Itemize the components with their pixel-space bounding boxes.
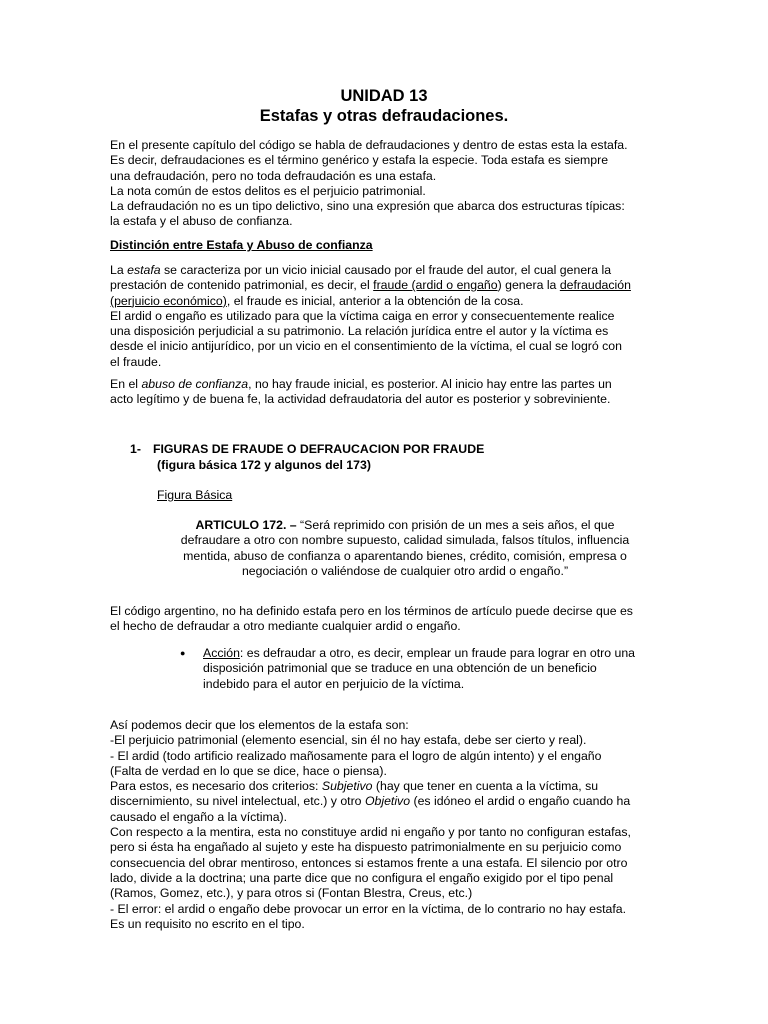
text-line: causado el engaño a la víctima). xyxy=(110,809,288,824)
text-line: -El perjuicio patrimonial (elemento esencial, sin él no hay estafa, debe ser cierto y real). xyxy=(110,733,587,748)
text-fragment: “Será reprimido con prisión de un mes a seis años, el que xyxy=(296,518,615,532)
distincion-heading: Distinción entre Estafa y Abuso de confianza xyxy=(110,238,373,252)
text-line: desde el inicio antijurídico, por un vicio en el consentimiento de la víctima, el cual se logró con xyxy=(110,339,622,354)
underlined-defraudacion: defraudación xyxy=(559,278,631,293)
text-line: una disposición perjudicial a su patrimonio. La relación jurídica entre el autor y la víctima es xyxy=(110,324,609,339)
estafa-paragraph xyxy=(110,263,670,370)
text-line: pero si ésta ha engañado al sujeto y este ha dispuesto patrimonialmente en su perjuicio como xyxy=(110,840,622,855)
accion-text xyxy=(203,646,643,692)
text-line: El código argentino, no ha definido estafa pero en los términos de artículo puede decirse que es xyxy=(110,604,633,618)
text-line xyxy=(110,794,670,809)
text-line xyxy=(160,518,650,533)
text-fragment: En el xyxy=(110,377,142,391)
text-line: mentida, abuso de confianza o aparentando bienes, crédito, comisión, empresa o xyxy=(183,548,627,563)
articulo-label: ARTICULO 172. – xyxy=(195,518,297,532)
text-line: En el presente capítulo del código se habla de defraudaciones y dentro de estas esta la estafa. xyxy=(110,138,628,152)
text-fragment: discernimiento, su nivel intelectual, etc.) y otro xyxy=(110,794,365,809)
text-line: - El error: el ardid o engaño debe provocar un error en la víctima, de lo contrario no hay estafa. xyxy=(110,901,627,916)
text-line: consecuencia del obrar mentiroso, entonces si estamos frente a una estafa. El silencio por otro xyxy=(110,855,628,870)
text-line: la estafa y el abuso de confianza. xyxy=(110,214,293,229)
text-line: el fraude. xyxy=(110,354,162,369)
text-line xyxy=(110,377,670,392)
text-line xyxy=(110,294,670,309)
text-line: defraudare a otro con nombre supuesto, calidad simulada, falsos títulos, influencia xyxy=(180,533,630,548)
section-title: FIGURAS DE FRAUDE O DEFRAUCACION POR FRAUDE xyxy=(152,442,485,456)
text-fragment: (hay que tener en cuenta a la víctima, su xyxy=(372,779,599,794)
underlined-perjuicio: (perjuicio económico) xyxy=(110,293,227,308)
text-line: el hecho de defraudar a otro mediante cualquier ardid o engaño. xyxy=(110,619,461,634)
underlined-fraude: fraude (ardid o engaño xyxy=(373,278,498,293)
text-line: negociación o valiéndose de cualquier otro ardid o engaño.” xyxy=(241,563,569,578)
text-fragment: (es idóneo el ardid o engaño cuando ha xyxy=(410,794,631,809)
text-line: - El ardid (todo artificio realizado mañosamente para el logro de algún intento) y el engaño xyxy=(110,748,602,763)
text-line: El ardid o engaño es utilizado para que la víctima caiga en error y consecuentemente realice xyxy=(110,308,615,323)
section-1-subtitle: (figura básica 172 y algunos del 173) xyxy=(157,458,371,472)
text-fragment: , el fraude es inicial, anterior a la obtención de la cosa. xyxy=(226,293,524,308)
text-line xyxy=(203,646,643,661)
text-line xyxy=(110,278,670,293)
text-fragment: Para estos, es necesario dos criterios: xyxy=(110,779,322,794)
section-1-heading xyxy=(130,442,484,457)
bullet-icon: ● xyxy=(180,648,186,658)
accion-label: Acción xyxy=(203,646,240,660)
text-line: acto legítimo y de buena fe, la actividad defraudatoria del autor es posterior y sobreviniente. xyxy=(110,392,611,407)
text-fragment: se caracteriza por un vicio inicial causado por el fraude del autor, el cual genera la xyxy=(160,263,612,277)
text-fragment: : es defraudar a otro, es decir, emplear un fraude para lograr en otro una xyxy=(239,646,636,660)
text-fragment: , no hay fraude inicial, es posterior. Al inicio hay entre las partes un xyxy=(248,377,612,391)
codigo-paragraph xyxy=(110,604,670,635)
text-line: disposición patrimonial que se traduce en una obtención de un beneficio xyxy=(203,661,597,676)
text-line: Es decir, defraudaciones es el término genérico y estafa la especie. Toda estafa es siempre xyxy=(110,153,609,168)
emphasis-objetivo: Objetivo xyxy=(364,794,411,809)
text-line: (Falta de verdad en lo que se dice, hace o piensa). xyxy=(110,763,387,778)
text-line: La defraudación no es un tipo delictivo, sino una expresión que abarca dos estructuras típicas: xyxy=(110,199,625,214)
section-number: 1- xyxy=(130,442,141,456)
text-line: (Ramos, Gomez, etc.), y para otros si (Fontan Blestra, Creus, etc.) xyxy=(110,886,473,901)
text-fragment: prestación de contenido patrimonial, es decir, el xyxy=(110,278,374,293)
emphasis-estafa: estafa xyxy=(127,263,161,277)
emphasis-subjetivo: Subjetivo xyxy=(321,779,373,794)
text-line: una defraudación, pero no toda defraudación es una estafa. xyxy=(110,168,437,183)
chapter-title: Estafas y otras defraudaciones. xyxy=(259,107,509,125)
abuso-paragraph xyxy=(110,377,670,408)
text-line: lado, divide a la doctrina; una parte dice que no configura el engaño exigido por el tipo penal xyxy=(110,870,614,885)
text-fragment: La xyxy=(110,263,128,277)
text-line xyxy=(110,779,670,794)
unit-title: UNIDAD 13 xyxy=(340,87,428,105)
document-title xyxy=(0,86,768,126)
text-line: Es un requisito no escrito en el tipo. xyxy=(110,916,305,931)
text-line: La nota común de estos delitos es el perjuicio patrimonial. xyxy=(110,183,426,198)
text-line: indebido para el autor en perjuicio de la víctima. xyxy=(203,676,465,691)
text-line: Así podemos decir que los elementos de la estafa son: xyxy=(110,718,409,732)
text-line: Con respecto a la mentira, esta no constituye ardid ni engaño y por tanto no configuran estafas, xyxy=(110,825,631,840)
articulo-172-quote xyxy=(160,518,650,579)
elementos-paragraph xyxy=(110,718,670,932)
text-fragment: ) genera la xyxy=(497,278,560,293)
figura-basica-heading: Figura Básica xyxy=(157,488,233,502)
text-line xyxy=(110,263,670,278)
emphasis-abuso: abuso de confianza xyxy=(141,377,249,391)
intro-paragraph xyxy=(110,138,670,230)
